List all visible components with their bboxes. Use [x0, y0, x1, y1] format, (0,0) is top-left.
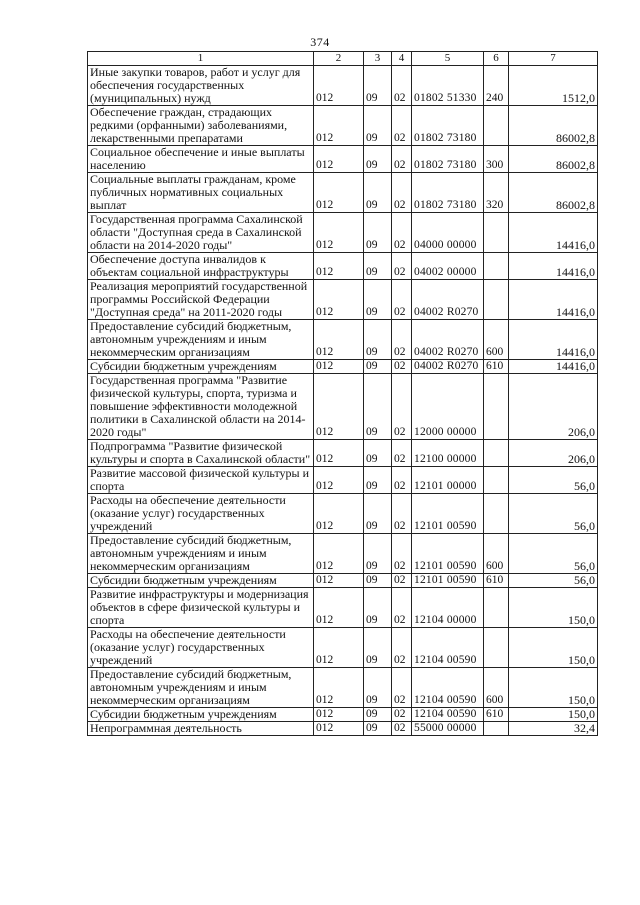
row-name-cell: Расходы на обеспечение деятельности (оказание услуг) государственных учреждений	[88, 494, 314, 534]
row-name-cell: Государственная программа Сахалинской области "Доступная среда в Сахалинской области на 2014-2020 годы"	[88, 213, 314, 253]
column-header: 5	[412, 52, 484, 66]
expense-type-cell	[484, 628, 509, 668]
amount-cell: 1512,0	[509, 66, 598, 106]
section-code-cell: 09	[364, 253, 392, 280]
subsection-code-cell: 02	[392, 668, 412, 708]
subsection-code-cell: 02	[392, 173, 412, 213]
ministry-code-cell: 012	[314, 628, 364, 668]
target-article-cell: 12104 00590	[412, 628, 484, 668]
target-article-cell: 12100 00000	[412, 440, 484, 467]
section-code-cell: 09	[364, 360, 392, 374]
target-article-cell: 04002 R0270	[412, 360, 484, 374]
subsection-code-cell: 02	[392, 146, 412, 173]
target-article-cell: 55000 00000	[412, 722, 484, 736]
row-name-cell: Реализация мероприятий государственной программы Российской Федерации "Доступная среда" на 2011-2020 годы	[88, 280, 314, 320]
section-code-cell: 09	[364, 280, 392, 320]
amount-cell: 56,0	[509, 494, 598, 534]
row-name-cell: Иные закупки товаров, работ и услуг для обеспечения государственных (муниципальных) нужд	[88, 66, 314, 106]
expense-type-cell	[484, 280, 509, 320]
expense-type-cell: 610	[484, 708, 509, 722]
subsection-code-cell: 02	[392, 494, 412, 534]
expense-type-cell	[484, 440, 509, 467]
column-header: 1	[88, 52, 314, 66]
subsection-code-cell: 02	[392, 106, 412, 146]
table-row	[88, 66, 598, 106]
section-code-cell: 09	[364, 106, 392, 146]
ministry-code-cell: 012	[314, 280, 364, 320]
section-code-cell: 09	[364, 708, 392, 722]
row-name-cell: Развитие инфраструктуры и модернизация объектов в сфере физической культуры и спорта	[88, 588, 314, 628]
ministry-code-cell: 012	[314, 374, 364, 440]
table-row	[88, 494, 598, 534]
expense-type-cell	[484, 374, 509, 440]
table-row	[88, 146, 598, 173]
target-article-cell: 12101 00590	[412, 534, 484, 574]
row-name-cell: Обеспечение доступа инвалидов к объектам социальной инфраструктуры	[88, 253, 314, 280]
section-code-cell: 09	[364, 668, 392, 708]
target-article-cell: 12101 00000	[412, 467, 484, 494]
section-code-cell: 09	[364, 374, 392, 440]
row-name-cell: Непрограммная деятельность	[88, 722, 314, 736]
table-row	[88, 253, 598, 280]
table-row	[88, 360, 598, 374]
row-name-cell: Государственная программа "Развитие физической культуры, спорта, туризма и повышение эффективности молодежной политики в Сахалинской области на 2014-2020 годы"	[88, 374, 314, 440]
row-name-cell: Расходы на обеспечение деятельности (оказание услуг) государственных учреждений	[88, 628, 314, 668]
ministry-code-cell: 012	[314, 146, 364, 173]
target-article-cell: 04000 00000	[412, 213, 484, 253]
ministry-code-cell: 012	[314, 668, 364, 708]
expense-type-cell: 300	[484, 146, 509, 173]
row-name-cell: Предоставление субсидий бюджетным, автономным учреждениям и иным некоммерческим организациям	[88, 534, 314, 574]
ministry-code-cell: 012	[314, 320, 364, 360]
ministry-code-cell: 012	[314, 534, 364, 574]
section-code-cell: 09	[364, 588, 392, 628]
section-code-cell: 09	[364, 574, 392, 588]
column-header: 7	[509, 52, 598, 66]
section-code-cell: 09	[364, 534, 392, 574]
subsection-code-cell: 02	[392, 213, 412, 253]
target-article-cell: 01802 73180	[412, 106, 484, 146]
subsection-code-cell: 02	[392, 467, 412, 494]
subsection-code-cell: 02	[392, 253, 412, 280]
ministry-code-cell: 012	[314, 588, 364, 628]
expense-type-cell	[484, 467, 509, 494]
subsection-code-cell: 02	[392, 320, 412, 360]
amount-cell: 56,0	[509, 467, 598, 494]
table-row	[88, 106, 598, 146]
table-row	[88, 722, 598, 736]
row-name-cell: Субсидии бюджетным учреждениям	[88, 708, 314, 722]
expense-type-cell	[484, 253, 509, 280]
table-row	[88, 708, 598, 722]
table-row	[88, 628, 598, 668]
table-row	[88, 668, 598, 708]
section-code-cell: 09	[364, 213, 392, 253]
ministry-code-cell: 012	[314, 173, 364, 213]
section-code-cell: 09	[364, 628, 392, 668]
row-name-cell: Социальные выплаты гражданам, кроме публичных нормативных социальных выплат	[88, 173, 314, 213]
section-code-cell: 09	[364, 320, 392, 360]
amount-cell: 14416,0	[509, 213, 598, 253]
table-row	[88, 574, 598, 588]
section-code-cell: 09	[364, 722, 392, 736]
expense-type-cell	[484, 106, 509, 146]
ministry-code-cell: 012	[314, 106, 364, 146]
target-article-cell: 12101 00590	[412, 494, 484, 534]
row-name-cell: Предоставление субсидий бюджетным, автономным учреждениям и иным некоммерческим организациям	[88, 320, 314, 360]
ministry-code-cell: 012	[314, 66, 364, 106]
section-code-cell: 09	[364, 494, 392, 534]
target-article-cell: 04002 R0270	[412, 280, 484, 320]
target-article-cell: 01802 73180	[412, 173, 484, 213]
expense-type-cell: 240	[484, 66, 509, 106]
table-row	[88, 467, 598, 494]
target-article-cell: 12104 00590	[412, 668, 484, 708]
expense-type-cell: 600	[484, 534, 509, 574]
ministry-code-cell: 012	[314, 722, 364, 736]
expense-type-cell	[484, 213, 509, 253]
amount-cell: 86002,8	[509, 146, 598, 173]
amount-cell: 150,0	[509, 708, 598, 722]
header-row	[88, 52, 598, 66]
amount-cell: 14416,0	[509, 280, 598, 320]
row-name-cell: Социальное обеспечение и иные выплаты населению	[88, 146, 314, 173]
subsection-code-cell: 02	[392, 374, 412, 440]
table-row	[88, 213, 598, 253]
target-article-cell: 01802 51330	[412, 66, 484, 106]
subsection-code-cell: 02	[392, 588, 412, 628]
section-code-cell: 09	[364, 66, 392, 106]
subsection-code-cell: 02	[392, 722, 412, 736]
target-article-cell: 04002 00000	[412, 253, 484, 280]
expense-type-cell	[484, 588, 509, 628]
amount-cell: 56,0	[509, 534, 598, 574]
subsection-code-cell: 02	[392, 574, 412, 588]
ministry-code-cell: 012	[314, 574, 364, 588]
amount-cell: 206,0	[509, 374, 598, 440]
target-article-cell: 12000 00000	[412, 374, 484, 440]
ministry-code-cell: 012	[314, 494, 364, 534]
target-article-cell: 12104 00590	[412, 708, 484, 722]
subsection-code-cell: 02	[392, 628, 412, 668]
ministry-code-cell: 012	[314, 213, 364, 253]
table-row	[88, 280, 598, 320]
subsection-code-cell: 02	[392, 360, 412, 374]
table-row	[88, 173, 598, 213]
amount-cell: 14416,0	[509, 253, 598, 280]
section-code-cell: 09	[364, 173, 392, 213]
amount-cell: 56,0	[509, 574, 598, 588]
section-code-cell: 09	[364, 467, 392, 494]
amount-cell: 150,0	[509, 588, 598, 628]
column-header: 3	[364, 52, 392, 66]
amount-cell: 32,4	[509, 722, 598, 736]
amount-cell: 14416,0	[509, 320, 598, 360]
target-article-cell: 04002 R0270	[412, 320, 484, 360]
row-name-cell: Обеспечение граждан, страдающих редкими (орфанными) заболеваниями, лекарственными препаратами	[88, 106, 314, 146]
ministry-code-cell: 012	[314, 360, 364, 374]
amount-cell: 86002,8	[509, 106, 598, 146]
table-row	[88, 534, 598, 574]
ministry-code-cell: 012	[314, 708, 364, 722]
section-code-cell: 09	[364, 440, 392, 467]
expense-type-cell: 600	[484, 668, 509, 708]
table-row	[88, 440, 598, 467]
subsection-code-cell: 02	[392, 280, 412, 320]
table-row	[88, 374, 598, 440]
ministry-code-cell: 012	[314, 440, 364, 467]
row-name-cell: Предоставление субсидий бюджетным, автономным учреждениям и иным некоммерческим организациям	[88, 668, 314, 708]
section-code-cell: 09	[364, 146, 392, 173]
row-name-cell: Развитие массовой физической культуры и спорта	[88, 467, 314, 494]
expense-type-cell: 320	[484, 173, 509, 213]
column-header: 4	[392, 52, 412, 66]
row-name-cell: Подпрограмма "Развитие физической культуры и спорта в Сахалинской области"	[88, 440, 314, 467]
column-header: 6	[484, 52, 509, 66]
subsection-code-cell: 02	[392, 534, 412, 574]
amount-cell: 150,0	[509, 628, 598, 668]
amount-cell: 14416,0	[509, 360, 598, 374]
page-number: 374	[310, 35, 330, 49]
target-article-cell: 12101 00590	[412, 574, 484, 588]
target-article-cell: 01802 73180	[412, 146, 484, 173]
target-article-cell: 12104 00000	[412, 588, 484, 628]
budget-table	[87, 51, 598, 736]
expense-type-cell	[484, 722, 509, 736]
row-name-cell: Субсидии бюджетным учреждениям	[88, 574, 314, 588]
row-name-cell: Субсидии бюджетным учреждениям	[88, 360, 314, 374]
ministry-code-cell: 012	[314, 253, 364, 280]
amount-cell: 86002,8	[509, 173, 598, 213]
subsection-code-cell: 02	[392, 708, 412, 722]
expense-type-cell: 600	[484, 320, 509, 360]
amount-cell: 206,0	[509, 440, 598, 467]
expense-type-cell: 610	[484, 574, 509, 588]
column-header: 2	[314, 52, 364, 66]
table-row	[88, 320, 598, 360]
ministry-code-cell: 012	[314, 467, 364, 494]
table-row	[88, 588, 598, 628]
subsection-code-cell: 02	[392, 440, 412, 467]
table-body	[88, 66, 598, 736]
amount-cell: 150,0	[509, 668, 598, 708]
subsection-code-cell: 02	[392, 66, 412, 106]
expense-type-cell: 610	[484, 360, 509, 374]
expense-type-cell	[484, 494, 509, 534]
